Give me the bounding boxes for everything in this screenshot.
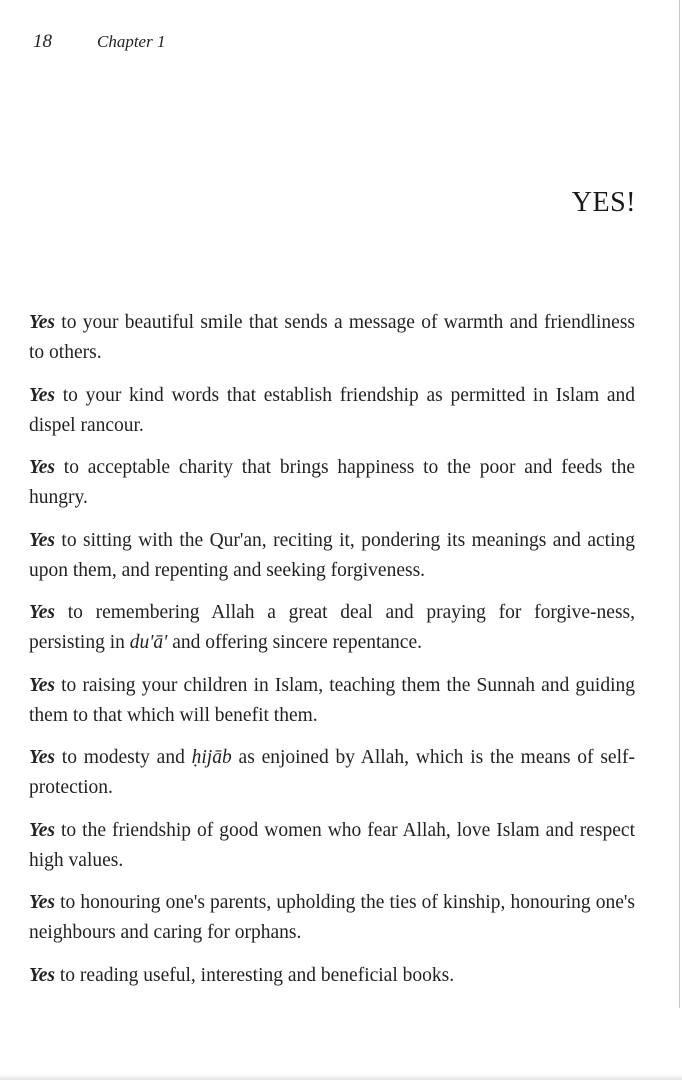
running-head xyxy=(33,30,165,54)
paragraph-italic-term: du'ā' xyxy=(129,632,168,653)
section-title: YES! xyxy=(571,187,636,218)
paragraph-text: to remembering Allah a great deal and praying for forgive-ness, persisting in xyxy=(29,602,635,653)
paragraph-lead: Yes xyxy=(29,312,55,333)
paragraph-text: to your beautiful smile that sends a message of warmth and friendliness to others. xyxy=(29,312,635,363)
paragraph-text: to honouring one's parents, upholding the ties of kinship, honouring one's neighbours and caring for orphans. xyxy=(29,892,635,943)
paragraph-modesty xyxy=(29,743,635,803)
bottom-shadow xyxy=(0,1074,682,1080)
paragraph-raising-children xyxy=(29,671,635,731)
paragraph-lead: Yes xyxy=(29,964,55,986)
paragraph-lead: Yes xyxy=(29,674,55,696)
paragraph-lead: Yes xyxy=(29,747,55,768)
paragraph-text: and offering sincere repentance. xyxy=(167,632,422,653)
paragraph-lead: Yes xyxy=(29,819,55,841)
paragraph-remembering-allah xyxy=(29,598,635,658)
paragraph-kind-words xyxy=(29,381,635,441)
page-number: 18 xyxy=(33,31,52,52)
paragraph-lead: Yes xyxy=(29,602,55,623)
paragraph-parents xyxy=(29,888,635,948)
paragraph-smile xyxy=(29,308,635,368)
paragraph-friendship xyxy=(29,816,635,876)
paragraph-lead: Yes xyxy=(29,892,55,913)
paragraph-text: to reading useful, interesting and beneficial books. xyxy=(55,964,455,986)
paragraph-text: to modesty and xyxy=(55,747,192,768)
paragraph-lead: Yes xyxy=(29,457,55,478)
chapter-label: Chapter 1 xyxy=(97,32,166,51)
page-edge-line xyxy=(679,0,680,1008)
paragraph-lead: Yes xyxy=(29,384,55,406)
paragraph-italic-term: ḥijāb xyxy=(191,747,232,768)
paragraph-quran xyxy=(29,526,635,586)
paragraph-text: as enjoined by Allah, which is the means of self-protection. xyxy=(29,747,635,798)
paragraph-text: to your kind words that establish friendship as permitted in Islam and dispel rancour. xyxy=(29,384,635,436)
paragraph-text: to acceptable charity that brings happiness to the poor and feeds the hungry. xyxy=(29,457,635,508)
paragraph-charity xyxy=(29,453,635,513)
body-text xyxy=(29,308,635,1003)
paragraph-lead: Yes xyxy=(29,529,55,551)
paragraph-reading xyxy=(29,961,635,991)
paragraph-text: to sitting with the Qur'an, reciting it, pondering its meanings and acting upon them, and repenting and seeking forgiveness. xyxy=(29,529,635,581)
paragraph-text: to the friendship of good women who fear Allah, love Islam and respect high values. xyxy=(29,819,635,871)
paragraph-text: to raising your children in Islam, teaching them the Sunnah and guiding them to that which will benefit them. xyxy=(29,674,635,726)
